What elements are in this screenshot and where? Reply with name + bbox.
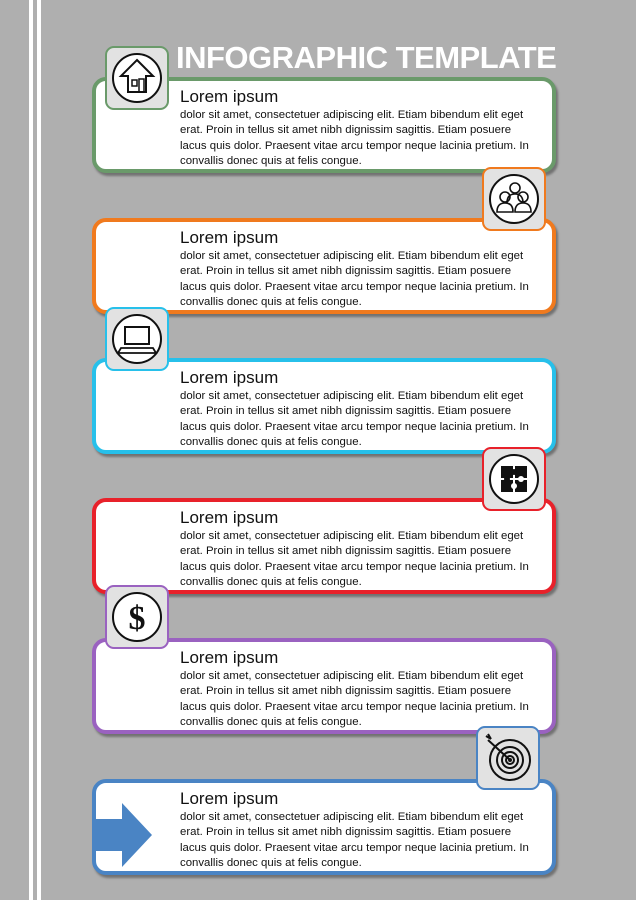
puzzle-icon-box (482, 447, 546, 511)
target-icon (482, 732, 534, 784)
decorative-line (37, 0, 41, 900)
card-heading: Lorem ipsum (180, 368, 279, 387)
home-icon (111, 52, 163, 104)
laptop-icon (111, 313, 163, 365)
info-card-6 (92, 779, 556, 875)
card-body: dolor sit amet, consectetuer adipiscing elit. Etiam bibendum elit eget erat. Proin in tellus sit amet nibh dignissim sagittis. Etiam posuere lacus quis dolor. Praesent vitae arcu tempor neque lacinia pretium. In convallis donec quis at felis congue. (180, 390, 529, 449)
svg-text:$: $ (128, 600, 146, 637)
card-heading: Lorem ipsum (180, 648, 279, 667)
users-icon (488, 173, 540, 225)
users-icon-box (482, 167, 546, 231)
info-card-5 (92, 638, 556, 734)
card-heading: Lorem ipsum (180, 508, 279, 527)
info-card-3 (92, 358, 556, 454)
puzzle-icon (488, 453, 540, 505)
card-body: dolor sit amet, consectetuer adipiscing elit. Etiam bibendum elit eget erat. Proin in tellus sit amet nibh dignissim sagittis. Etiam posuere lacus quis dolor. Praesent vitae arcu tempor neque lacinia pretium. In convallis donec quis at felis congue. (180, 811, 529, 870)
laptop-icon-box (105, 307, 169, 371)
card-body: dolor sit amet, consectetuer adipiscing elit. Etiam bibendum elit eget erat. Proin in tellus sit amet nibh dignissim sagittis. Etiam posuere lacus quis dolor. Praesent vitae arcu tempor neque lacinia pretium. In convallis donec quis at felis congue. (180, 530, 529, 589)
card-body: dolor sit amet, consectetuer adipiscing elit. Etiam bibendum elit eget erat. Proin in tellus sit amet nibh dignissim sagittis. Etiam posuere lacus quis dolor. Praesent vitae arcu tempor neque lacinia pretium. In convallis donec quis at felis congue. (180, 109, 529, 168)
dollar-icon-box (105, 585, 169, 649)
home-icon-box (105, 46, 169, 110)
decorative-line (29, 0, 33, 900)
card-body: dolor sit amet, consectetuer adipiscing elit. Etiam bibendum elit eget erat. Proin in tellus sit amet nibh dignissim sagittis. Etiam posuere lacus quis dolor. Praesent vitae arcu tempor neque lacinia pretium. In convallis donec quis at felis congue. (180, 670, 529, 729)
card-heading: Lorem ipsum (180, 789, 279, 808)
info-card-4 (92, 498, 556, 594)
target-icon-box (476, 726, 540, 790)
card-heading: Lorem ipsum (180, 87, 279, 106)
dollar-icon (111, 591, 163, 643)
info-card-2 (92, 218, 556, 314)
card-heading: Lorem ipsum (180, 228, 279, 247)
page-title: INFOGRAPHIC TEMPLATE (176, 40, 557, 75)
arrow-right-icon (92, 803, 154, 867)
card-body: dolor sit amet, consectetuer adipiscing elit. Etiam bibendum elit eget erat. Proin in tellus sit amet nibh dignissim sagittis. Etiam posuere lacus quis dolor. Praesent vitae arcu tempor neque lacinia pretium. In convallis donec quis at felis congue. (180, 250, 529, 309)
